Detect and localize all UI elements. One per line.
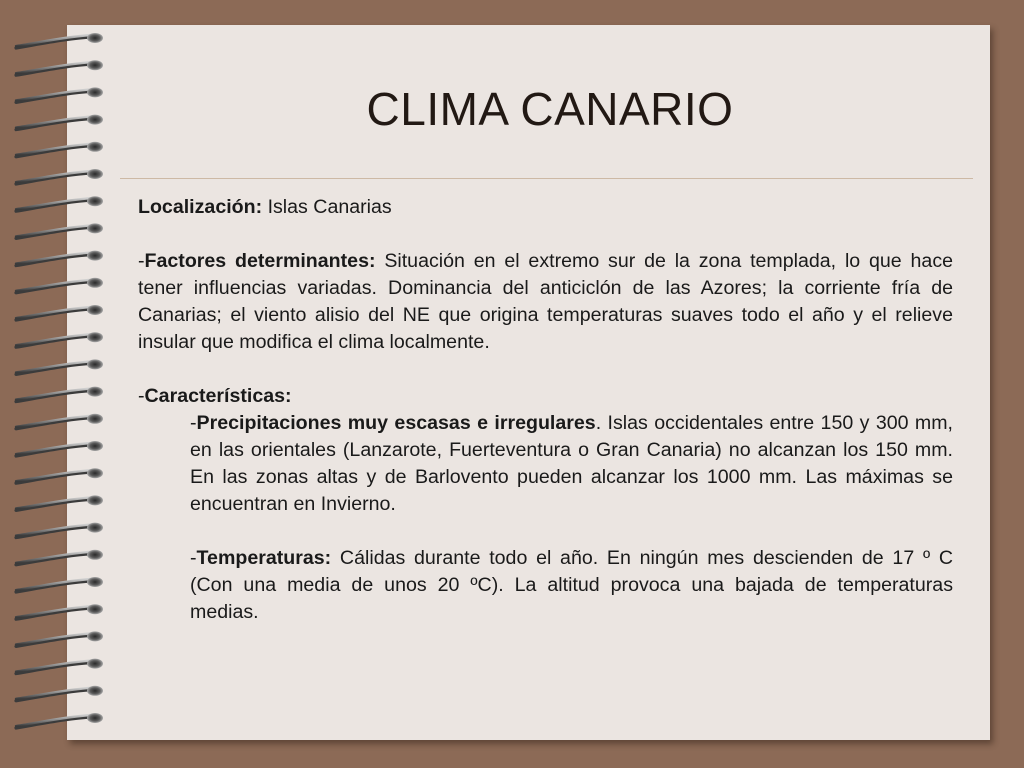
precipitaciones-text: . Islas occidentales entre 150 y 300 mm, en las orientales (Lanzarote, Fuerteventura o Gran Canaria) no alcanzan los 150 mm. En las zonas altas y de Barlovento pueden alcanzar los 1000 mm. Las máximas se encuentran en Invierno. [190,412,953,515]
localizacion-paragraph [138,194,953,221]
spiral-coil [16,713,103,728]
spiral-coil [16,523,103,538]
spiral-coil [16,577,103,592]
spiral-coil [16,196,103,211]
temperaturas-text: Cálidas durante todo el año. En ningún mes descienden de 17 º C (Con una media de unos 20 ºC). La altitud provoca una bajada de temperaturas medias. [190,547,953,623]
spiral-coil [16,604,103,619]
slide-content [138,194,953,626]
caracteristicas-heading [138,383,953,410]
spiral-coil [16,359,103,374]
spiral-coil [16,60,103,75]
spiral-coil [16,223,103,238]
spiral-coil [16,550,103,565]
caracteristicas-label: Características: [144,385,292,407]
spiral-coil [16,115,103,130]
caracteristicas-prefix: - [138,385,145,407]
factores-label: Factores determinantes: [144,250,376,272]
title-divider [120,178,973,179]
temperaturas-paragraph [138,545,953,626]
spiral-binding-icon [0,0,130,768]
factores-prefix: - [138,250,145,272]
localizacion-label: Localización: [138,196,263,218]
spiral-coil [16,251,103,266]
temperaturas-label: Temperaturas: [196,547,332,569]
spiral-coil [16,169,103,184]
spiral-coil [16,686,103,701]
precipitaciones-prefix: - [190,412,197,434]
spiral-coil [16,495,103,510]
precipitaciones-label: Precipitaciones muy escasas e irregulares [196,412,596,434]
factores-text: Situación en el extremo sur de la zona templada, lo que hace tener influencias variadas. Dominancia del anticiclón de las Azores; la corriente fría de Canarias; el viento alisio del NE que origina temperaturas suaves todo el año y el relieve insular que modifica el clima localmente. [138,250,954,353]
spiral-coil [16,387,103,402]
spiral-coil [16,659,103,674]
localizacion-text: Islas Canarias [262,196,392,218]
precipitaciones-paragraph [138,410,953,518]
spiral-coil [16,142,103,157]
spiral-coil [16,441,103,456]
spiral-coil [16,33,103,48]
slide-title: CLIMA CANARIO [366,83,734,135]
spiral-coil [16,87,103,102]
spiral-coil [16,414,103,429]
spiral-coil [16,468,103,483]
spiral-coil [16,631,103,646]
spiral-coil [16,332,103,347]
temperaturas-prefix: - [190,547,197,569]
spiral-coil [16,278,103,293]
factores-paragraph [138,248,953,356]
spiral-coil [16,305,103,320]
